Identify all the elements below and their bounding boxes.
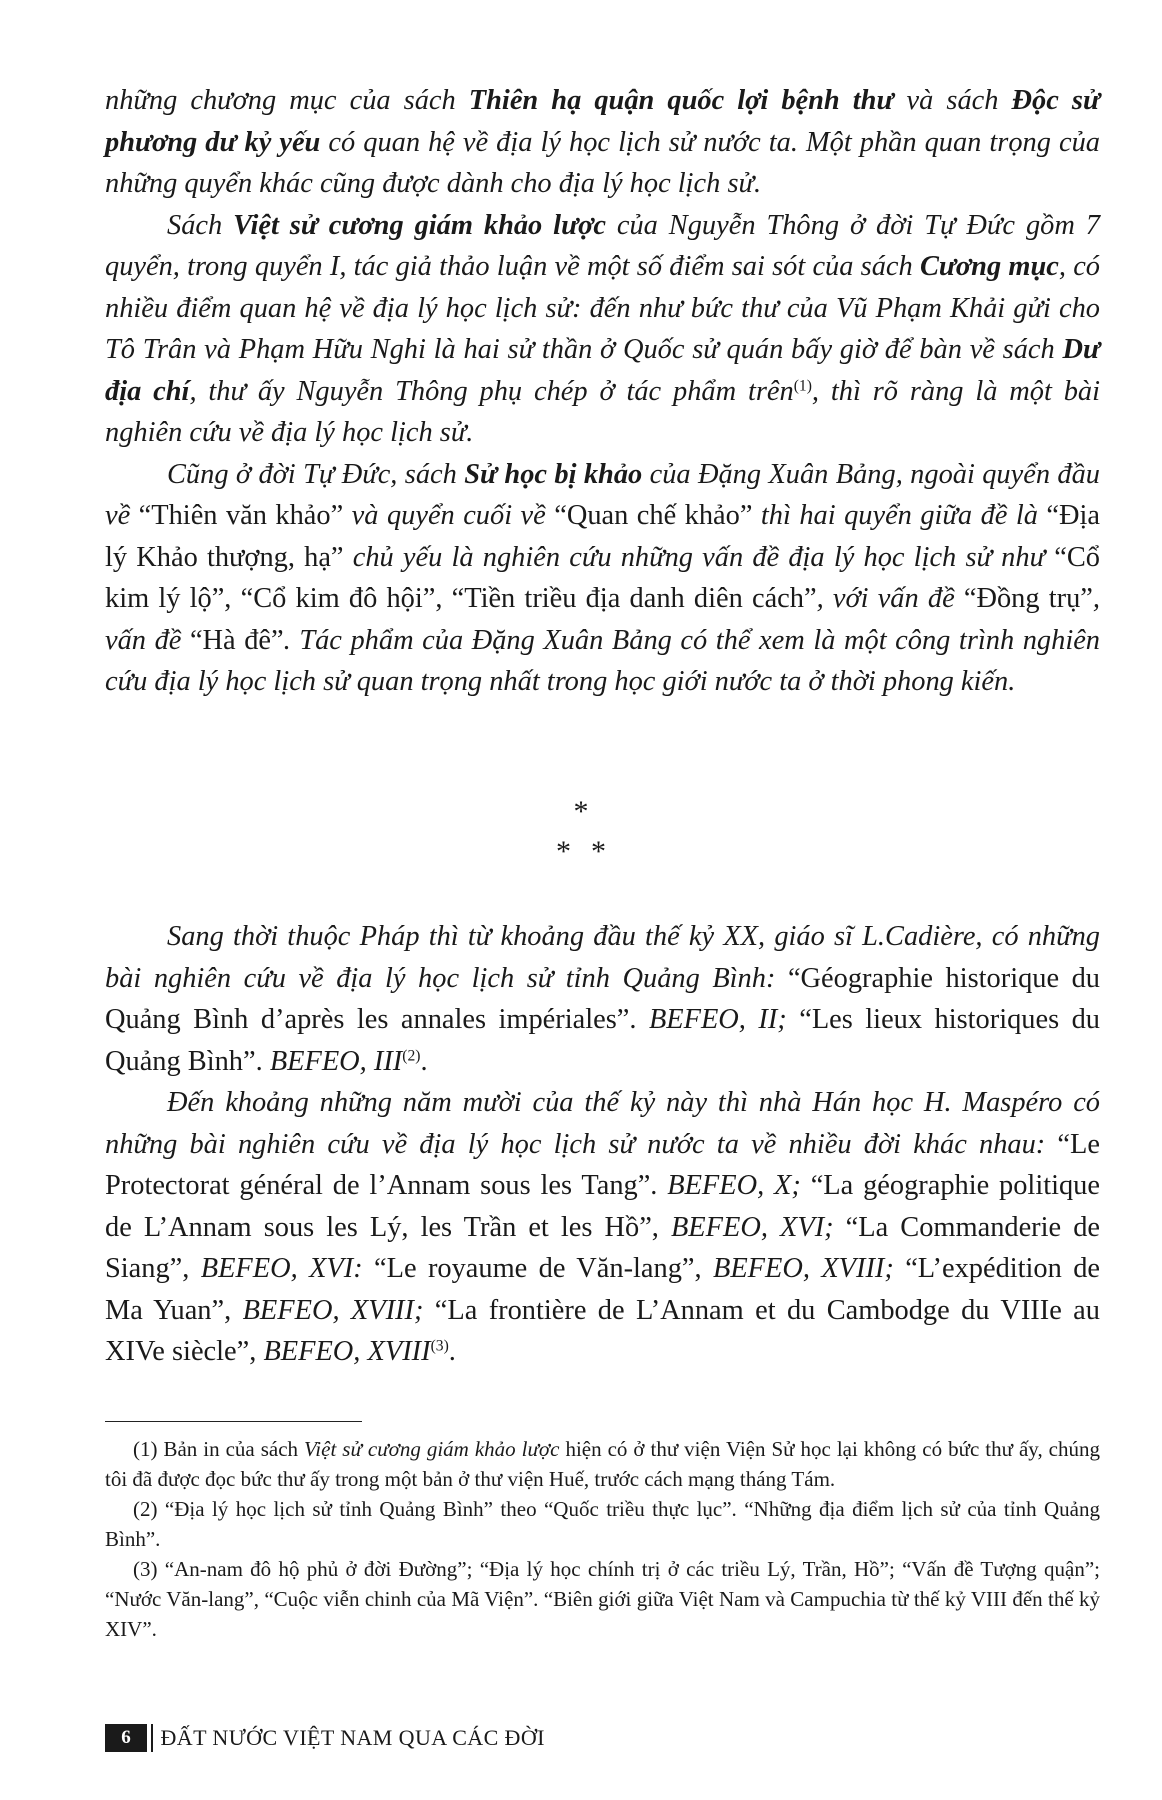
text-run: Đến khoảng những năm mười của thế kỷ này thì nhà Hán học H. Maspéro có những bài nghiên cứu về địa lý học lịch sử nước ta về nhiều đời khác nhau: (105, 1087, 1100, 1160)
text-run: và sách (893, 85, 1012, 116)
asterism-right: * (591, 835, 606, 868)
text-run: “Địa lý Khảo thượng, hạ” (105, 500, 1100, 573)
text-run: BEFEO, XVIII; (712, 1253, 894, 1284)
text-run: BEFEO, XVIII; (242, 1294, 424, 1326)
text-run: . Tác phẩm của Đặng Xuân Bảng có thể xem là một công trình nghiên cứu địa lý học lịch sử quan trọng nhất trong học giới nước ta ở thời phong kiến. (105, 624, 1100, 697)
text-run: “La géographie politique de L’Annam sous les Lý, les Trần et les Hồ”, (105, 1170, 1100, 1243)
footnote (105, 1554, 1100, 1644)
text-run: (1) Bản in của sách (133, 1437, 305, 1461)
text-run: “Thiên văn khảo” (138, 500, 344, 531)
text-run: “Đồng trụ” (963, 583, 1093, 614)
text-run: Cũng ở đời Tự Đức, sách (167, 458, 465, 490)
section-separator (0, 792, 1162, 872)
asterism-left: * (556, 835, 571, 868)
text-run: Việt sử cương giám khảo lược (304, 1437, 560, 1461)
text-run: , vấn đề (105, 583, 1100, 656)
book-title: ĐẤT NƯỚC VIỆT NAM QUA CÁC ĐỜI (160, 1725, 545, 1750)
footnote (105, 1434, 1100, 1494)
text-run: BEFEO, II; (648, 1004, 787, 1035)
text-run: BEFEO, X; (667, 1170, 801, 1201)
text-run: BEFEO, XVIII (263, 1336, 431, 1367)
text-run: BEFEO, XVI: (200, 1253, 363, 1284)
text-run: “Cổ kim lý lộ”, “Cổ kim đô hội”, “Tiền triều địa danh diên cách” (105, 541, 1100, 614)
text-run: “Géographie historique du Quảng Bình d’après les annales impériales”. (105, 962, 1101, 1035)
paragraph (105, 1082, 1100, 1373)
asterism-top: * (573, 795, 589, 828)
text-run: . (420, 1045, 428, 1077)
footnote-rule (105, 1421, 362, 1422)
paragraph (105, 454, 1100, 703)
text-run: Sách (167, 209, 234, 241)
text-run: BEFEO, XVI; (670, 1211, 834, 1243)
text-run: của Nguyễn Thông ở đời Tự Đức gồm 7 quyển, trong quyển I, tác giả thảo luận về một số điểm sai sót của sách (105, 209, 1100, 282)
text-run: BEFEO, III (269, 1045, 403, 1077)
main-text-part-1 (105, 80, 1100, 703)
text-run: chủ yếu là nghiên cứu những vấn đề địa lý học lịch sử như (343, 541, 1055, 573)
footnote-ref: (2) (402, 1047, 421, 1065)
text-run: Thiên hạ quận quốc lợi bệnh thư (468, 85, 894, 116)
footnote-ref: (1) (793, 377, 812, 395)
text-run: “Les lieux historiques du Quảng Bình”. (105, 1004, 1101, 1077)
text-run: . (448, 1336, 456, 1367)
text-run: có quan hệ về địa lý học lịch sử nước ta. Một phần quan trọng của những quyển khác cũng được dành cho địa lý học lịch sử. (105, 126, 1100, 199)
footer-divider (151, 1724, 153, 1752)
footnote-ref: (3) (430, 1337, 449, 1355)
text-run: thì hai quyển giữa đề là (752, 500, 1047, 531)
asterism-bottom (0, 832, 1162, 872)
text-run: “La frontière de L’Annam et du Cambodge du VIIIe au XIVe siècle”, (105, 1294, 1100, 1367)
footnotes (105, 1434, 1100, 1644)
text-run: của Đặng Xuân Bảng, ngoài quyển đầu về (105, 458, 1100, 531)
text-run: “Hà đê” (189, 624, 284, 656)
text-run: Sử học bị khảo (464, 458, 643, 490)
text-run: , thư ấy Nguyễn Thông phụ chép ở tác phẩm trên (189, 375, 794, 407)
text-run: “L’expédition de Ma Yuan”, (105, 1253, 1100, 1326)
text-run: những chương mục của sách (105, 85, 469, 116)
text-run: Sang thời thuộc Pháp thì từ khoảng đầu thế kỷ XX, giáo sĩ L.Cadière, có những bài nghiên cứu về địa lý học lịch sử tỉnh Quảng Bình: (105, 921, 1100, 994)
text-run: Cương mục (919, 251, 1059, 282)
paragraph (105, 205, 1100, 454)
footnote (105, 1494, 1100, 1554)
paragraph (105, 916, 1100, 1082)
text-run: “La Commanderie de Siang”, (105, 1211, 1100, 1284)
page-number: 6 (105, 1724, 147, 1752)
text-run: “Quan chế khảo” (554, 500, 753, 531)
text-run: Việt sử cương giám khảo lược (233, 209, 606, 241)
main-text-part-2 (105, 916, 1100, 1373)
text-run: hiện có ở thư viện Viện Sử học lại không có bức thư ấy, chúng tôi đã được đọc bức thư ấy trong một bản ở thư viện Huế, trước cách mạng tháng Tám. (105, 1437, 1100, 1491)
text-run: Dư địa chí (105, 334, 1100, 407)
text-run: và quyển cuối về (343, 500, 555, 531)
page-footer (105, 1723, 545, 1753)
text-run: (3) “An-nam đô hộ phủ ở đời Đường”; “Địa lý học chính trị ở các triều Lý, Trần, Hồ”; “Vấn đề Tượng quận”; “Nước Văn-lang”, “Cuộc viễn chinh của Mã Viện”. “Biên giới giữa Việt Nam và Campuchia từ thế kỷ VIII đến thế kỷ XIV”. (105, 1557, 1100, 1641)
text-run: Độc sử phương dư kỷ yếu (105, 85, 1100, 158)
text-run: (2) “Địa lý học lịch sử tỉnh Quảng Bình” theo “Quốc triều thực lục”. “Những địa điểm lịch sử của tỉnh Quảng Bình”. (105, 1497, 1100, 1551)
text-run: , có nhiều điểm quan hệ về địa lý học lịch sử: đến như bức thư của Vũ Phạm Khải gửi cho Tô Trân và Phạm Hữu Nghi là hai sử thần ở Quốc sử quán bấy giờ để bàn về sách (105, 251, 1100, 365)
text-run: “Le royaume de Văn-lang”, (362, 1253, 713, 1284)
text-run: , với vấn đề (816, 583, 964, 614)
text-run: “Le Protectorat général de l’Annam sous les Tang”. (105, 1128, 1100, 1201)
paragraph (105, 80, 1100, 205)
text-run: , thì rõ ràng là một bài nghiên cứu về địa lý học lịch sử. (105, 375, 1101, 448)
